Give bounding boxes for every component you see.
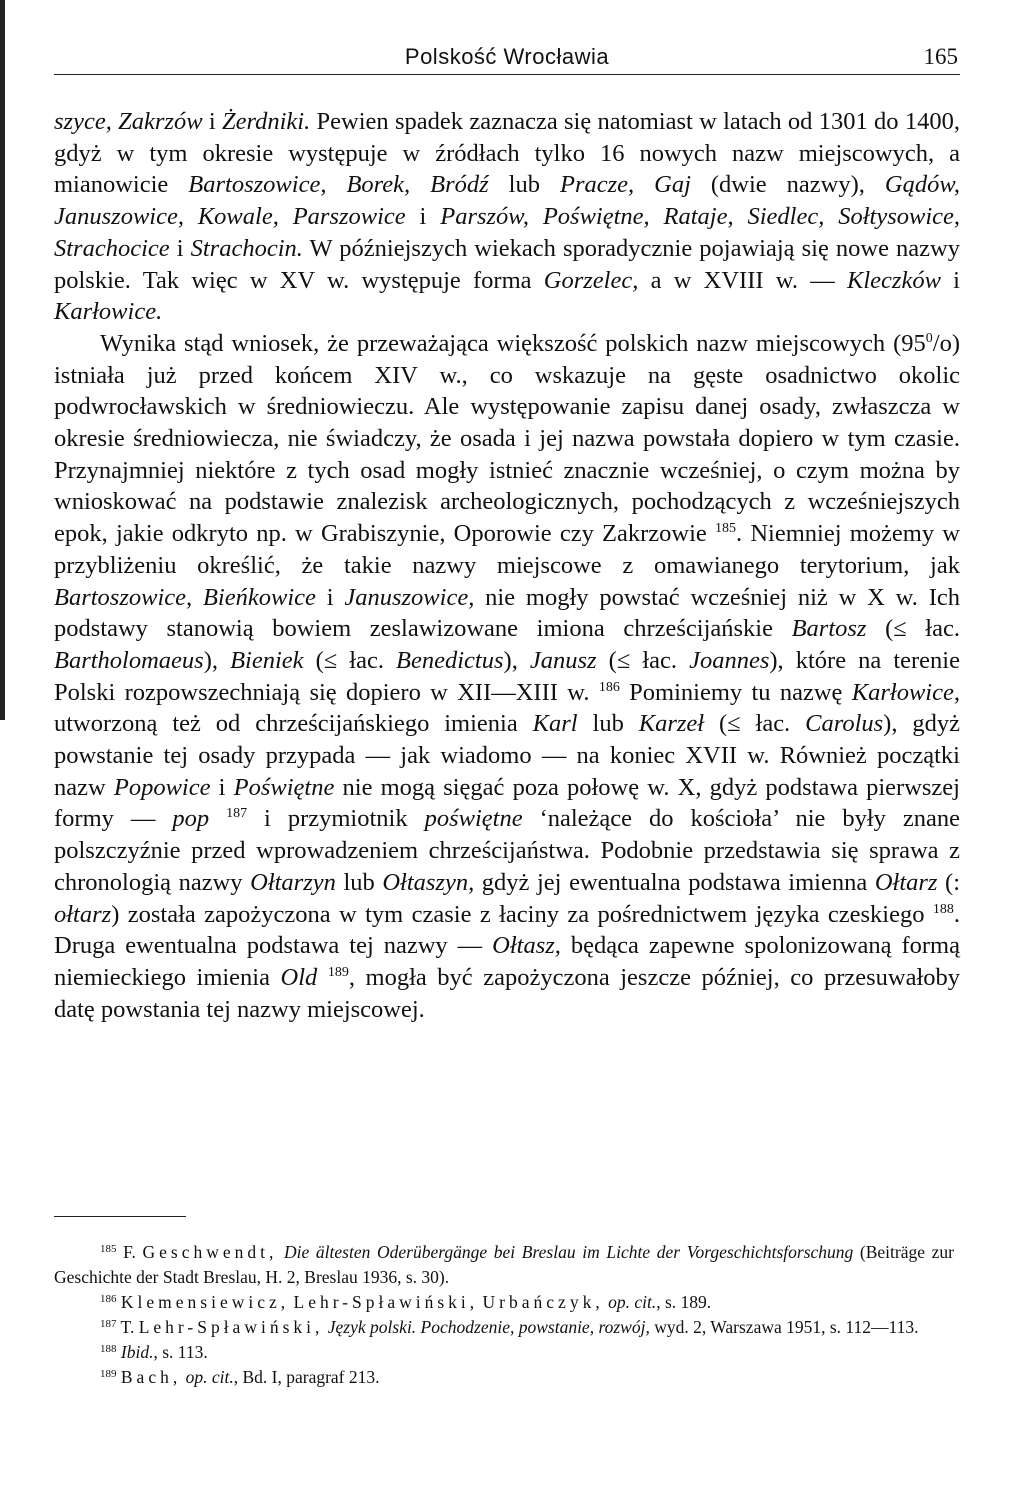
text-run: nie mogą sięgać poza połowę w. X, gdyż podstawa pierwszej formy — bbox=[54, 773, 960, 833]
text-run: ) została zapożyczona w tym czasie z łaciny za pośrednictwem języka czeskiego bbox=[111, 900, 933, 928]
text-run: Pewien spadek zaznacza się natomiast w latach od 1301 do 1400, gdyż w tym okresie występuje w źródłach tylko 16 nowych nazw miejscowych, a mianowicie bbox=[54, 108, 960, 199]
italic-run: Karłowice. bbox=[54, 298, 163, 326]
footnote-ref: 188 bbox=[932, 901, 954, 917]
text-run: lub bbox=[488, 171, 560, 199]
italic-run: Benedictus bbox=[396, 646, 504, 674]
text-run: ), gdyż powstanie tej osady przypada — jak wiadomo — na koniec XVII w. Również początki nazw bbox=[54, 710, 960, 801]
italic-run: ołtarz bbox=[54, 900, 112, 928]
text-run: (≤ łac. bbox=[303, 646, 397, 674]
italic-run: Karl bbox=[532, 710, 578, 738]
text-run: utworzoną też od chrześcijańskiego imienia bbox=[54, 710, 533, 738]
text-run bbox=[209, 805, 226, 832]
running-title: Polskość Wrocławia bbox=[404, 44, 610, 69]
italic-run: Joannes bbox=[689, 646, 770, 674]
footnote-ref: 189 bbox=[327, 964, 349, 980]
footnote-ref: 188 bbox=[100, 1343, 117, 1355]
text-run: nie mogły powstać wcześniej niż w X w. Ich podstawy stanowią bowiem zeslawizowane imiona chrześcijańskie bbox=[54, 583, 960, 643]
italic-run: szyce, Zakrzów bbox=[54, 108, 203, 135]
text-run: , s. 113. bbox=[153, 1342, 208, 1362]
text-run: i bbox=[940, 266, 960, 294]
footnote-ref: 186 bbox=[598, 679, 620, 695]
text-run: . Niemniej możemy w przybliżeniu określić, że takie nazwy miejscowe z omawianego terytorium, jak bbox=[54, 520, 960, 579]
italic-run: Gorzelec, bbox=[543, 266, 639, 294]
footnote bbox=[54, 1290, 954, 1315]
footnote-ref: 185 bbox=[715, 521, 737, 537]
text-run: (≤ łac. bbox=[866, 615, 960, 643]
italic-run: Januszowice, bbox=[344, 583, 475, 611]
text-run: i bbox=[405, 203, 441, 231]
text-run: , s. 189. bbox=[656, 1292, 712, 1312]
text-run: i bbox=[169, 234, 191, 262]
text-run: , Bd. I, paragraf 213. bbox=[233, 1367, 380, 1387]
spaced-author-name: Geschwendt, bbox=[142, 1242, 278, 1262]
footnote bbox=[54, 1315, 954, 1340]
text-run: (: bbox=[937, 868, 960, 896]
italic-run: Popowice bbox=[113, 773, 211, 801]
text-run: lub bbox=[335, 868, 383, 896]
spaced-author-name: Bach, bbox=[120, 1367, 182, 1387]
italic-run: Język polski. Pochodzenie, powstanie, rozwój, bbox=[327, 1317, 650, 1337]
text-run bbox=[317, 964, 328, 991]
italic-run: Pracze, Gaj bbox=[559, 171, 691, 199]
footnote bbox=[54, 1340, 954, 1365]
italic-run: Parszów, Poświętne, Rataje, Siedlec, Sołtysowice, Strachocice bbox=[54, 203, 961, 262]
footnote-ref: 185 bbox=[100, 1243, 117, 1255]
italic-run: op. cit. bbox=[185, 1367, 234, 1387]
text-run: i bbox=[315, 583, 345, 611]
text-run: ), bbox=[503, 646, 530, 674]
italic-run: Gądów, Januszowice, Kowale, Parszowice bbox=[54, 171, 960, 231]
text-run: /o) istniała już przed końcem XIV w., co wskazuje na gęste osadnictwo okolic podwrocławskich w średniowieczu. Ale występowanie zapisu danej osady, zwłaszcza w okresie średniowiecza, nie świadczy, że osada i jej nazwa powstała dopiero w tym czasie. Przynajmniej niektóre z tych osad mogły istnieć znacznie wcześniej, o czym można by wnioskować na podstawie znalezisk archeologicznych, pochodzących z wcześniejszych epok, jakie odkryto np. w Grabiszynie, Oporowie czy Zakrzowie bbox=[54, 329, 960, 548]
italic-run: Ołtarz bbox=[874, 868, 938, 896]
italic-run: Strachocin. bbox=[190, 234, 303, 262]
text-run: ), bbox=[203, 646, 231, 674]
italic-run: Żerdniki. bbox=[221, 108, 311, 135]
text-run: Pominiemy tu nazwę bbox=[619, 678, 852, 706]
text-run: (dwie nazwy), bbox=[690, 171, 885, 199]
main-text bbox=[54, 106, 960, 1025]
footnote-ref: 187 bbox=[226, 806, 248, 822]
spaced-author-name: Klemensiewicz, bbox=[120, 1292, 290, 1312]
text-run: (≤ łac. bbox=[704, 710, 806, 738]
text-run: a w XVIII w. — bbox=[638, 266, 848, 294]
italic-run: Ołtasz, bbox=[492, 932, 561, 960]
italic-run: Bartoszowice, Borek, Bródź bbox=[188, 171, 489, 199]
text-run: lub bbox=[577, 710, 639, 738]
text-run: Wynika stąd wniosek, że przeważająca większość polskich nazw miejscowych (95 bbox=[100, 329, 926, 357]
italic-run: Kleczków bbox=[847, 266, 941, 294]
italic-run: poświętne bbox=[424, 805, 523, 833]
text-run: ‘należące do kościoła’ nie były znane polszczyźnie przed wprowadzeniem chrześcijaństwa. Podobnie przedstawia się sprawa z chronologią nazwy bbox=[54, 805, 961, 896]
footnote-ref: 187 bbox=[100, 1318, 117, 1330]
spaced-author-name: Lehr-Spławiński, bbox=[293, 1292, 479, 1312]
italic-run: Ołtarzyn bbox=[250, 868, 336, 896]
text-run: W późniejszych wiekach sporadycznie pojawiają się nowe nazwy polskie. Tak więc w XV w. występuje forma bbox=[54, 234, 960, 294]
body-paragraph bbox=[54, 106, 960, 328]
page-number: 165 bbox=[923, 44, 958, 69]
spaced-author-name: Lehr-Spławiński, bbox=[138, 1317, 324, 1337]
text-run: T. bbox=[116, 1317, 139, 1337]
text-run: wyd. 2, Warszawa 1951, s. 112—113. bbox=[649, 1317, 919, 1337]
text-run: ), które na terenie Polski rozpowszechniają się dopiero w XII—XIII w. bbox=[54, 646, 960, 706]
text-run: gdyż jej ewentualna podstawa imienna bbox=[474, 868, 875, 896]
italic-run: Bartoszowice, Bieńkowice bbox=[54, 583, 316, 611]
text-run: (≤ łac. bbox=[596, 646, 690, 674]
footnote bbox=[54, 1240, 954, 1290]
italic-run: Bartosz bbox=[791, 615, 867, 643]
italic-run: Karłowice, bbox=[851, 678, 960, 706]
text-run: i bbox=[210, 773, 234, 801]
text-run: będąca zapewne spolonizowaną formą niemieckiego imienia bbox=[54, 932, 960, 991]
text-run: (Beiträge zur Geschichte der Stadt Breslau, H. 2, Breslau 1936, s. 30). bbox=[54, 1242, 955, 1287]
text-run: . Druga ewentualna podstawa tej nazwy — bbox=[54, 900, 960, 960]
footnote-separator bbox=[54, 1216, 186, 1217]
italic-run: Bieniek bbox=[230, 646, 304, 674]
body-paragraph bbox=[54, 328, 960, 1025]
italic-run: Ibid. bbox=[120, 1342, 154, 1362]
italic-run: Bartholomaeus bbox=[54, 646, 204, 674]
footnote-ref: 186 bbox=[100, 1293, 117, 1305]
italic-run: Ołtaszyn, bbox=[382, 868, 475, 896]
italic-run: Karzeł bbox=[638, 710, 705, 738]
italic-run: Carolus bbox=[805, 710, 884, 738]
text-run: , mogła być zapożyczona jeszcze później, co przesuwałoby datę powstania tej nazwy miejscowej. bbox=[54, 963, 961, 1023]
italic-run: Janusz bbox=[529, 646, 597, 674]
spaced-author-name: Urbańczyk, bbox=[482, 1292, 604, 1312]
page-edge-rule bbox=[0, 0, 5, 720]
italic-run: Old bbox=[280, 963, 318, 991]
text-run: i bbox=[202, 108, 222, 135]
footnote-ref: 189 bbox=[100, 1368, 117, 1380]
italic-run: Die ältesten Oderübergänge bei Breslau im Lichte der Vorgeschichtsforschung bbox=[284, 1242, 854, 1262]
text-run: F. bbox=[116, 1242, 143, 1262]
footnotes bbox=[54, 1240, 954, 1390]
text-run: i przymiotnik bbox=[247, 805, 425, 833]
footnote bbox=[54, 1365, 954, 1390]
running-header bbox=[54, 40, 960, 75]
italic-run: pop bbox=[172, 805, 210, 833]
footnote-ref: 0 bbox=[925, 330, 933, 346]
italic-run: op. cit. bbox=[608, 1292, 657, 1312]
italic-run: Poświętne bbox=[233, 773, 335, 801]
